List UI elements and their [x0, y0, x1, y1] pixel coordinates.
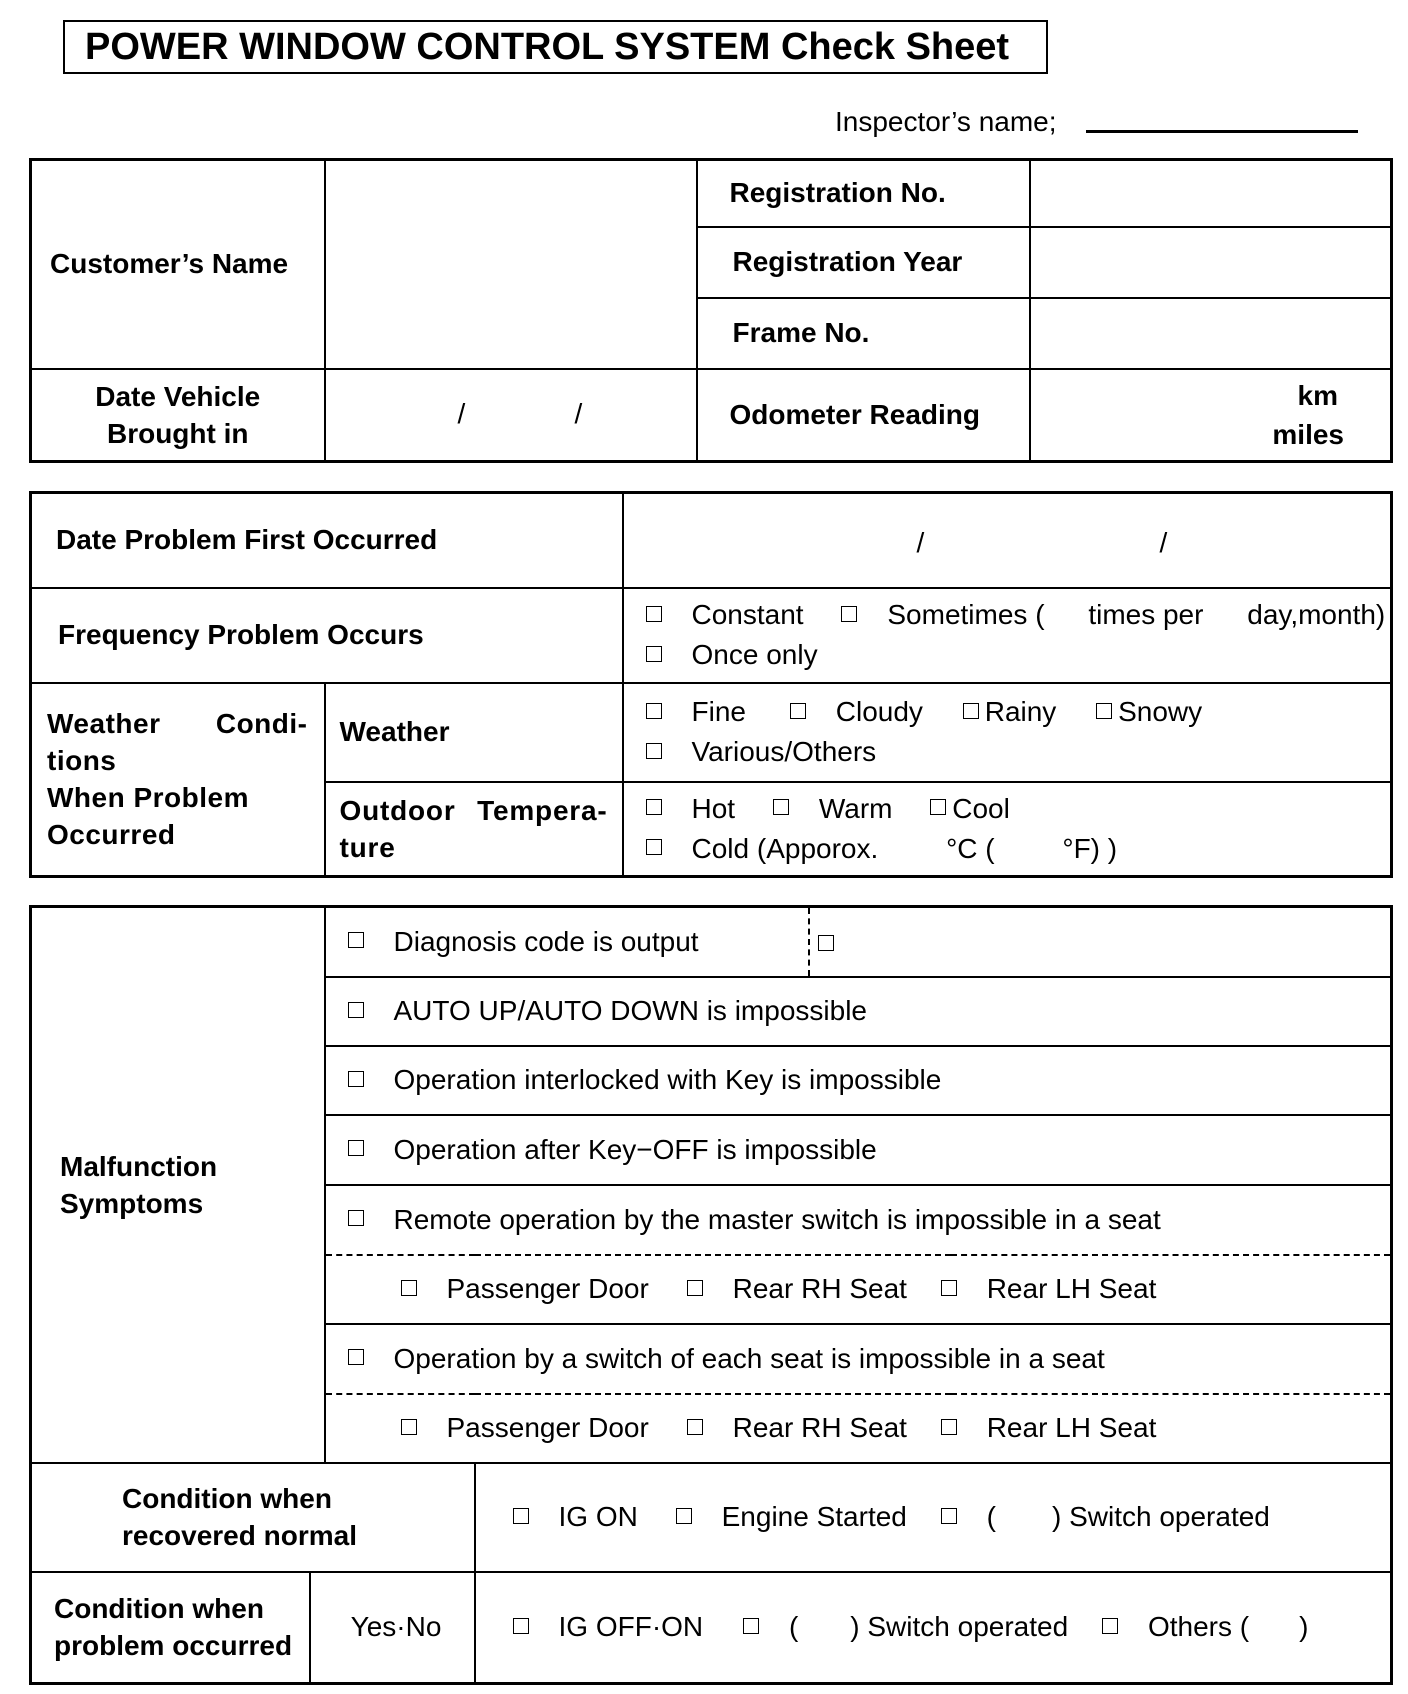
freq-times-per-label: times per: [1088, 599, 1204, 630]
remote-passenger-door-option[interactable]: Passenger Door: [401, 1273, 649, 1305]
weather-various-option[interactable]: Various/Others: [646, 732, 877, 772]
inspector-name-field[interactable]: [1086, 130, 1358, 133]
registration-no-field[interactable]: [1030, 160, 1392, 227]
checkbox-icon: [646, 646, 662, 662]
checkbox-icon[interactable]: [818, 935, 834, 951]
symptom-auto-up-down-row[interactable]: AUTO UP/AUTO DOWN is impossible: [325, 977, 1392, 1046]
checkbox-icon: [963, 703, 979, 719]
checkbox-icon: [646, 839, 662, 855]
checkbox-icon: [687, 1419, 703, 1435]
symptoms-table: [29, 905, 1393, 1685]
yes-no-selector[interactable]: Yes·No: [310, 1572, 475, 1684]
customer-name-label: Customer’s Name: [31, 160, 325, 369]
freq-unit-label: day,month): [1247, 599, 1386, 630]
odometer-field[interactable]: [1030, 369, 1392, 462]
checkbox-icon: [348, 1071, 364, 1087]
checkbox-icon: [1096, 703, 1112, 719]
inspector-name-label: Inspector’s name;: [835, 106, 1057, 137]
weather-fine-option[interactable]: Fine: [646, 692, 746, 732]
temp-warm-option[interactable]: Warm: [773, 789, 893, 829]
checkbox-icon: [401, 1280, 417, 1296]
remote-master-seats-row: [325, 1255, 1392, 1324]
weather-snowy-option[interactable]: Snowy: [1096, 692, 1202, 732]
freq-once-option[interactable]: Once only: [646, 635, 818, 675]
date-brought-in-label: Date Vehicle Brought in: [31, 369, 325, 462]
checkbox-icon: [646, 743, 662, 759]
each-rear-lh-option[interactable]: Rear LH Seat: [941, 1412, 1157, 1444]
frequency-label: Frequency Problem Occurs: [31, 588, 623, 683]
recovered-switch-operated-option[interactable]: ( ) Switch operated: [941, 1501, 1270, 1533]
checkbox-icon: [930, 799, 946, 815]
occurred-switch-operated-option[interactable]: ( ) Switch operated: [743, 1611, 1068, 1643]
date-separator: /: [457, 397, 466, 429]
checkbox-icon: [348, 1140, 364, 1156]
freq-constant-option[interactable]: Constant: [646, 595, 804, 635]
each-rear-rh-option[interactable]: Rear RH Seat: [687, 1412, 907, 1444]
checkbox-icon: [941, 1419, 957, 1435]
condition-occurred-label: Condition when problem occurred: [31, 1572, 310, 1684]
temp-hot-option[interactable]: Hot: [646, 789, 736, 829]
checkbox-icon: [646, 799, 662, 815]
symptom-diagnosis-row[interactable]: Diagnosis code is output: [325, 907, 1392, 977]
checkbox-icon: [941, 1280, 957, 1296]
checkbox-icon: [687, 1280, 703, 1296]
recovered-engine-started-option[interactable]: Engine Started: [676, 1501, 907, 1533]
checkbox-icon: [646, 703, 662, 719]
frame-no-field[interactable]: [1030, 298, 1392, 369]
occurred-others-option[interactable]: Others ( ): [1102, 1611, 1308, 1643]
each-passenger-door-option[interactable]: Passenger Door: [401, 1412, 649, 1444]
malfunction-symptoms-label: Malfunction Symptoms: [31, 907, 325, 1463]
each-seat-seats-row: [325, 1394, 1392, 1463]
symptom-each-seat-row[interactable]: Operation by a switch of each seat is impossible in a seat: [325, 1324, 1392, 1394]
weather-rainy-option[interactable]: Rainy: [963, 692, 1057, 732]
weather-conditions-label: Weather Condi- tions When Problem Occurred: [31, 683, 325, 877]
odometer-label: Odometer Reading: [697, 369, 1030, 462]
temperature-options: [623, 782, 1392, 877]
date-separator: /: [574, 397, 583, 429]
weather-label: Weather: [325, 683, 623, 782]
checkbox-icon: [790, 703, 806, 719]
checkbox-icon: [743, 1618, 759, 1634]
unit-km: km: [1297, 379, 1338, 411]
registration-year-field[interactable]: [1030, 227, 1392, 298]
weather-cloudy-option[interactable]: Cloudy: [790, 692, 923, 732]
checkbox-icon: [773, 799, 789, 815]
checkbox-icon: [513, 1618, 529, 1634]
weather-options: [623, 683, 1392, 782]
registration-no-label: Registration No.: [697, 160, 1030, 227]
temp-fahrenheit-label: °F) ): [1062, 832, 1118, 864]
frame-no-label: Frame No.: [697, 298, 1030, 369]
checkbox-icon: [646, 606, 662, 622]
date-separator: /: [1159, 527, 1168, 558]
occurred-ig-off-on-option[interactable]: IG OFF·ON: [513, 1611, 704, 1643]
checkbox-icon: [513, 1508, 529, 1524]
checkbox-icon: [941, 1508, 957, 1524]
checkbox-icon: [348, 1002, 364, 1018]
temp-cold-option[interactable]: Cold (Apporox.: [646, 829, 879, 869]
checkbox-icon: [348, 1210, 364, 1226]
condition-occurred-options: [475, 1572, 1392, 1684]
vehicle-info-table: [29, 158, 1393, 463]
checkbox-icon: [348, 1349, 364, 1365]
problem-info-table: [29, 491, 1393, 878]
condition-recovered-label: Condition when recovered normal: [31, 1463, 475, 1572]
date-separator: /: [916, 527, 925, 558]
freq-sometimes-option[interactable]: Sometimes (: [841, 595, 1044, 635]
temp-cool-option[interactable]: Cool: [930, 789, 1010, 829]
temp-celsius-label: °C (: [946, 832, 995, 864]
condition-recovered-options: [475, 1463, 1392, 1572]
checkbox-icon: [676, 1508, 692, 1524]
date-first-occurred-field[interactable]: [623, 493, 1392, 588]
checkbox-icon: [348, 932, 364, 948]
customer-name-field[interactable]: [325, 160, 697, 369]
code-entry-divider: [808, 908, 810, 976]
registration-year-label: Registration Year: [697, 227, 1030, 298]
sheet-title: POWER WINDOW CONTROL SYSTEM Check Sheet: [63, 20, 1048, 74]
symptom-remote-master-row[interactable]: Remote operation by the master switch is impossible in a seat: [325, 1185, 1392, 1255]
recovered-ig-on-option[interactable]: IG ON: [513, 1501, 638, 1533]
remote-rear-rh-option[interactable]: Rear RH Seat: [687, 1273, 907, 1305]
outdoor-temperature-label: Outdoor Tempera- ture: [325, 782, 623, 877]
checkbox-icon: [401, 1419, 417, 1435]
checkbox-icon: [1102, 1618, 1118, 1634]
unit-miles: miles: [1272, 418, 1344, 450]
checkbox-icon: [841, 606, 857, 622]
date-brought-in-field[interactable]: [325, 369, 697, 462]
remote-rear-lh-option[interactable]: Rear LH Seat: [941, 1273, 1157, 1305]
frequency-options: [623, 588, 1392, 683]
date-first-occurred-label: Date Problem First Occurred: [31, 493, 623, 588]
symptom-interlocked-key-row[interactable]: Operation interlocked with Key is impossible: [325, 1046, 1392, 1115]
symptom-after-key-off-row[interactable]: Operation after Key−OFF is impossible: [325, 1115, 1392, 1185]
